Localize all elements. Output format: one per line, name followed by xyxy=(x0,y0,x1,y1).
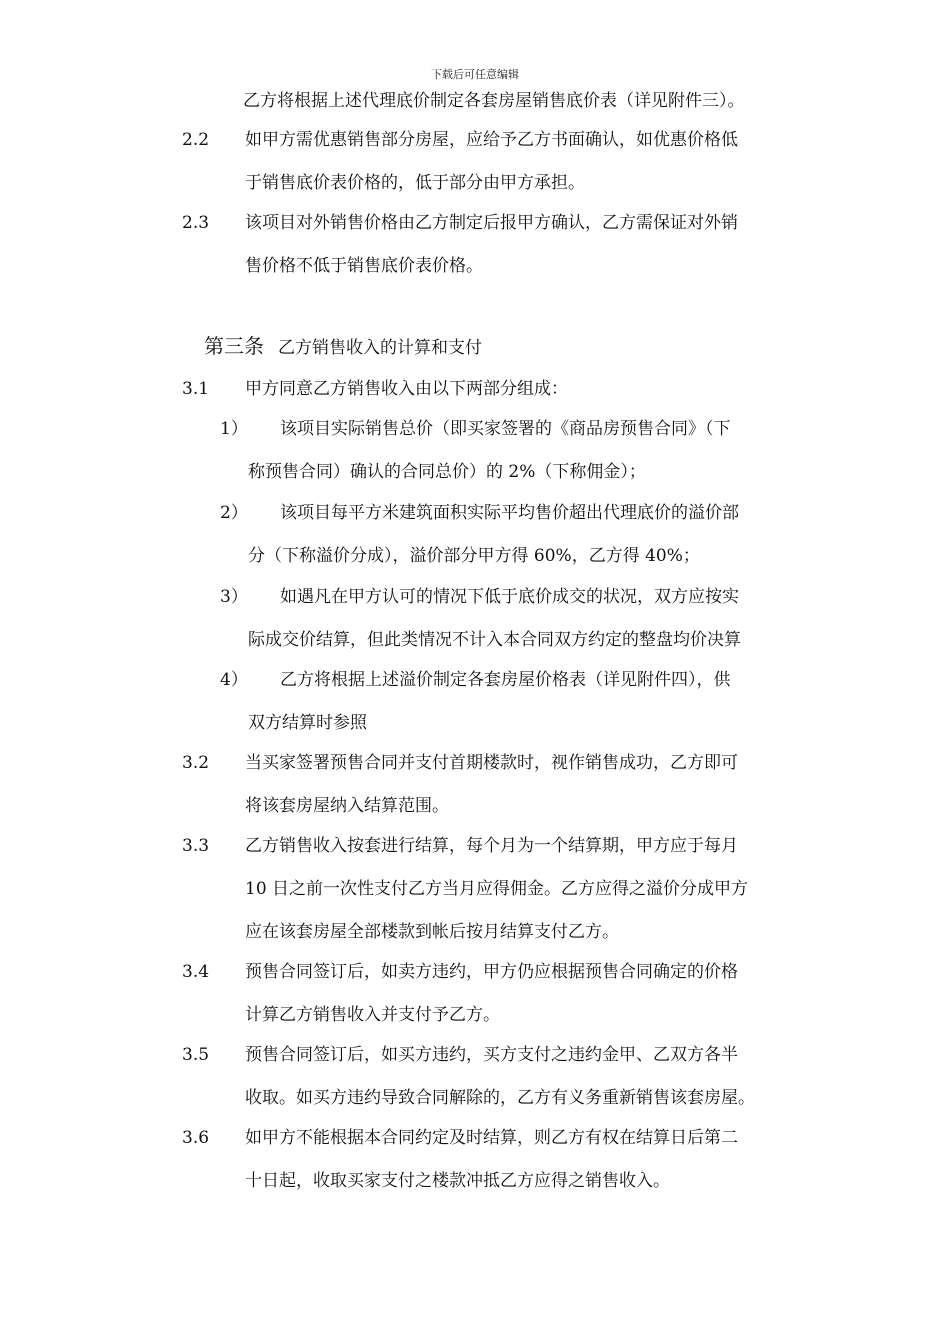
article-title: 第三条 xyxy=(204,334,264,358)
item-line: 际成交价结算，但此类情况不计入本合同双方约定的整盘均价决算 xyxy=(248,630,741,650)
clause-line: 预售合同签订后，如买方违约，买方支付之违约金甲、乙双方各半 xyxy=(245,1045,738,1065)
article-subtitle: 乙方销售收入的计算和支付 xyxy=(278,338,482,358)
clause-line: 于销售底价表价格的，低于部分由甲方承担。 xyxy=(245,173,585,193)
item-number: 3） xyxy=(220,587,248,607)
clause-line: 甲方同意乙方销售收入由以下两部分组成： xyxy=(245,379,568,399)
item-line: 乙方将根据上述溢价制定各套房屋价格表（详见附件四），供 xyxy=(280,670,731,690)
clause-line: 十日起，收取买家支付之楼款冲抵乙方应得之销售收入。 xyxy=(245,1171,670,1191)
clause-number: 3.2 xyxy=(182,753,210,773)
item-number: 1） xyxy=(220,419,248,439)
clause-line: 计算乙方销售收入并支付予乙方。 xyxy=(245,1005,500,1025)
clause-line: 应在该套房屋全部楼款到帐后按月结算支付乙方。 xyxy=(245,922,619,942)
clause-number: 3.1 xyxy=(182,379,210,399)
item-line: 称预售合同）确认的合同总价）的 2%（下称佣金）； xyxy=(248,462,646,482)
page-header: 下载后可任意编辑 xyxy=(431,68,519,81)
clause-number: 3.5 xyxy=(182,1045,210,1065)
clause-number: 3.3 xyxy=(182,836,210,856)
clause-line: 收取。如买方违约导致合同解除的，乙方有义务重新销售该套房屋。 xyxy=(245,1088,755,1108)
clause-number: 2.3 xyxy=(182,213,210,233)
item-line: 如遇凡在甲方认可的情况下低于底价成交的状况，双方应按实 xyxy=(280,587,739,607)
clause-number: 3.4 xyxy=(182,962,210,982)
clause-line: 售价格不低于销售底价表价格。 xyxy=(245,256,483,276)
clause-line: 预售合同签订后，如卖方违约，甲方仍应根据预售合同确定的价格 xyxy=(245,962,738,982)
intro-line: 乙方将根据上述代理底价制定各套房屋销售底价表（详见附件三）。 xyxy=(243,91,745,111)
item-line: 该项目实际销售总价（即买家签署的《商品房预售合同》（下 xyxy=(280,419,731,439)
clause-line: 如甲方需优惠销售部分房屋，应给予乙方书面确认，如优惠价格低 xyxy=(245,130,738,150)
item-line: 双方结算时参照 xyxy=(248,713,367,733)
item-number: 2） xyxy=(220,503,248,523)
clause-line: 该项目对外销售价格由乙方制定后报甲方确认，乙方需保证对外销 xyxy=(245,213,738,233)
clause-line: 10 日之前一次性支付乙方当月应得佣金。乙方应得之溢价分成甲方 xyxy=(245,879,749,899)
clause-line: 乙方销售收入按套进行结算，每个月为一个结算期，甲方应于每月 xyxy=(245,836,738,856)
item-number: 4） xyxy=(220,670,248,690)
item-line: 该项目每平方米建筑面积实际平均售价超出代理底价的溢价部 xyxy=(280,503,739,523)
item-line: 分（下称溢价分成），溢价部分甲方得 60%，乙方得 40%； xyxy=(248,546,700,566)
clause-line: 将该套房屋纳入结算范围。 xyxy=(245,796,449,816)
clause-line: 当买家签署预售合同并支付首期楼款时，视作销售成功，乙方即可 xyxy=(245,753,738,773)
clause-number: 3.6 xyxy=(182,1128,210,1148)
clause-number: 2.2 xyxy=(182,130,210,150)
article-heading xyxy=(204,334,482,360)
clause-line: 如甲方不能根据本合同约定及时结算，则乙方有权在结算日后第二 xyxy=(245,1128,738,1148)
